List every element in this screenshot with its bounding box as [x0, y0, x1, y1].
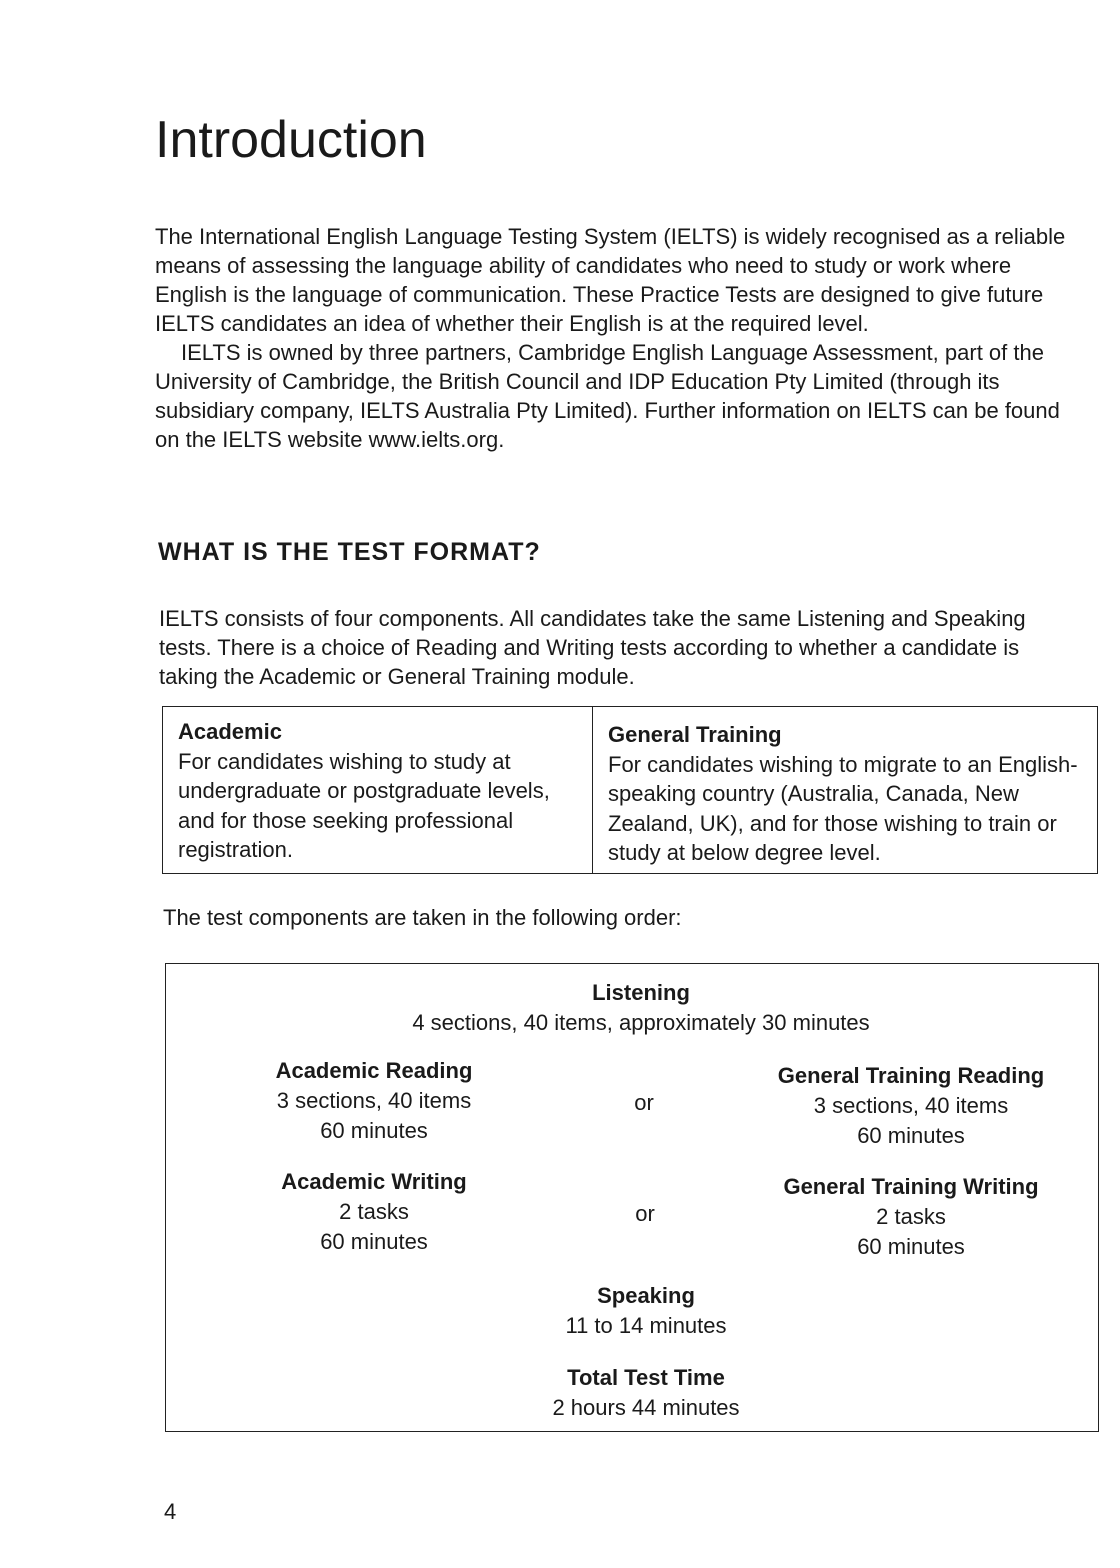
general-writing-tasks: 2 tasks	[876, 1204, 946, 1229]
total-time-title: Total Test Time	[567, 1365, 725, 1390]
academic-module-name: Academic	[178, 719, 282, 744]
reading-or-label: or	[634, 1090, 654, 1115]
speaking-title: Speaking	[597, 1283, 695, 1308]
speaking-block	[496, 1281, 796, 1341]
listening-detail: 4 sections, 40 items, approximately 30 minutes	[412, 1010, 870, 1035]
general-module-cell	[593, 707, 1097, 873]
general-reading-block	[756, 1061, 1066, 1151]
academic-module-cell	[163, 707, 593, 873]
academic-writing-tasks: 2 tasks	[339, 1199, 409, 1224]
total-time-detail: 2 hours 44 minutes	[552, 1395, 740, 1420]
intro-paragraph-2: IELTS is owned by three partners, Cambridge English Language Assessment, part of the University of Cambridge, the British Council and IDP Education Pty Limited (through its subsidiary company, IELTS Australia Pty Limited). Further information on IELTS can be found on the IELTS website www.ielts.org.	[155, 340, 1060, 452]
academic-writing-title: Academic Writing	[281, 1169, 467, 1194]
academic-reading-items: 3 sections, 40 items	[276, 1088, 472, 1113]
general-reading-time: 60 minutes	[857, 1123, 965, 1148]
writing-or-label: or	[635, 1201, 655, 1226]
page-title: Introduction	[155, 111, 427, 169]
listening-block	[386, 978, 896, 1038]
academic-module-description: For candidates wishing to study at undergraduate or postgraduate levels, and for those seeking professional registration.	[178, 748, 550, 862]
general-module-name: General Training	[608, 722, 782, 747]
page-number: 4	[164, 1499, 177, 1524]
general-reading-title: General Training Reading	[777, 1063, 1045, 1088]
general-writing-block	[756, 1172, 1066, 1262]
academic-reading-block	[244, 1056, 504, 1146]
general-reading-items: 3 sections, 40 items	[813, 1093, 1009, 1118]
academic-reading-title: Academic Reading	[275, 1058, 473, 1083]
test-format-heading: WHAT IS THE TEST FORMAT?	[158, 538, 541, 566]
academic-writing-time: 60 minutes	[320, 1229, 428, 1254]
general-writing-title: General Training Writing	[783, 1174, 1039, 1199]
academic-writing-block	[244, 1167, 504, 1257]
academic-reading-time: 60 minutes	[320, 1118, 428, 1143]
speaking-detail: 11 to 14 minutes	[565, 1313, 727, 1338]
intro-paragraph-1: The International English Language Testing System (IELTS) is widely recognised as a reliable means of assessing the language ability of candidates who need to study or work where English is the language of communication. These Practice Tests are designed to give future IELTS candidates an idea of whether their English is at the required level.	[155, 224, 1066, 336]
intro-section	[155, 222, 1085, 454]
total-time-block	[496, 1363, 796, 1423]
test-order-box	[165, 963, 1099, 1432]
module-table	[162, 706, 1098, 874]
order-intro: The test components are taken in the following order:	[163, 905, 682, 930]
test-format-intro: IELTS consists of four components. All candidates take the same Listening and Speaking tests. There is a choice of Reading and Writing tests according to whether a candidate is taking the Academic or General Training module.	[159, 606, 1026, 689]
general-module-description: For candidates wishing to migrate to an English-speaking country (Australia, Canada, New Zealand, UK), and for those wishing to train or study at below degree level.	[608, 751, 1078, 865]
listening-title: Listening	[592, 980, 690, 1005]
general-writing-time: 60 minutes	[857, 1234, 965, 1259]
